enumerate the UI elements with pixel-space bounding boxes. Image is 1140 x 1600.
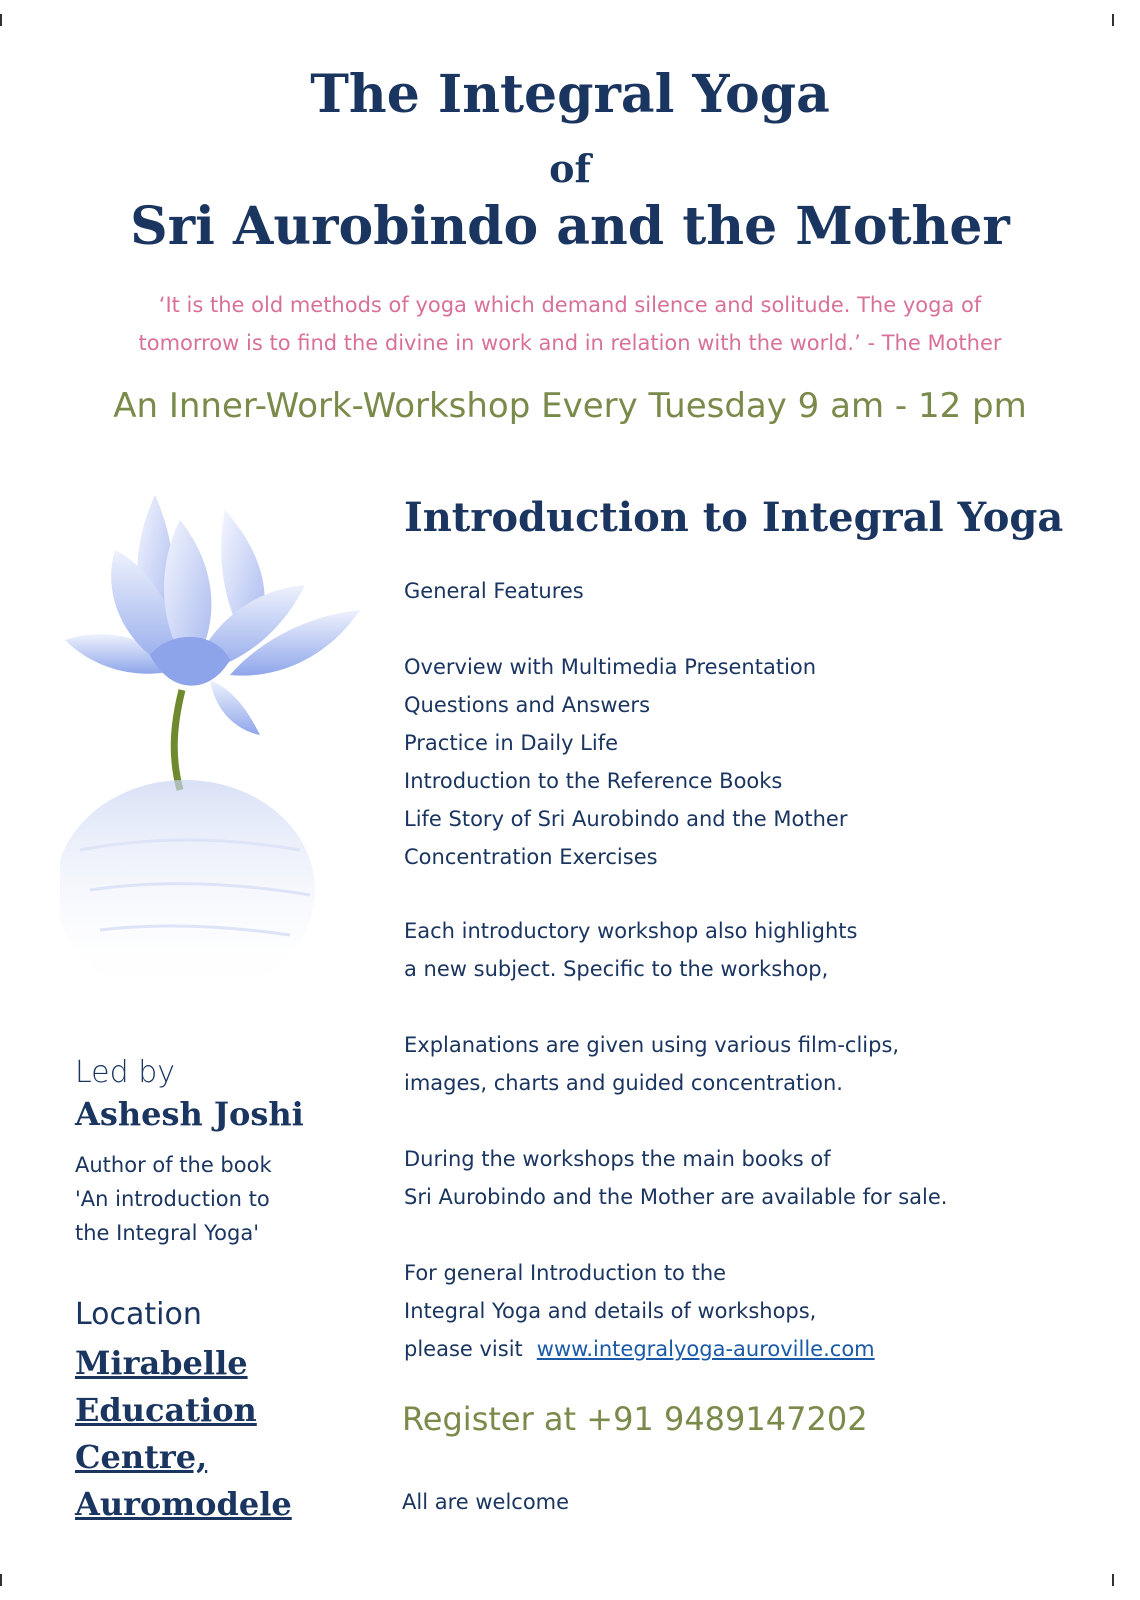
list-item: Concentration Exercises — [404, 845, 658, 869]
list-item: Overview with Multimedia Presentation — [404, 655, 817, 679]
list-item: Practice in Daily Life — [404, 731, 619, 755]
paragraph-line — [404, 1330, 875, 1368]
books-paragraph — [404, 1140, 947, 1216]
title-connector: of — [549, 146, 591, 191]
paragraph-line: Each introductory workshop also highlights — [404, 919, 858, 943]
paragraph-line: For general Introduction to the — [404, 1261, 727, 1285]
paragraph-line: a new subject. Specific to the workshop, — [404, 957, 829, 981]
paragraph-line: Explanations are given using various film-clips, — [404, 1033, 900, 1057]
led-by-label: Led by — [75, 1055, 176, 1090]
list-item: Introduction to the Reference Books — [404, 769, 783, 793]
leader-desc-line: the Integral Yoga' — [75, 1221, 259, 1245]
quote-line: tomorrow is to find the divine in work and in relation with the world.’ - The Mother — [138, 331, 1002, 355]
crop-mark — [0, 14, 2, 26]
page-subtitle: Sri Aurobindo and the Mother — [130, 196, 1010, 257]
visit-label: please visit — [404, 1337, 523, 1361]
each-workshop-paragraph — [404, 912, 857, 988]
paragraph-line: Sri Aurobindo and the Mother are available for sale. — [404, 1185, 948, 1209]
crop-mark — [1112, 14, 1114, 26]
leader-desc-line: Author of the book — [75, 1153, 272, 1177]
explanations-paragraph — [404, 1026, 899, 1102]
quote-line: ‘It is the old methods of yoga which demand silence and solitude. The yoga of — [158, 293, 982, 317]
list-item: Life Story of Sri Aurobindo and the Mother — [404, 807, 848, 831]
crop-mark — [0, 1574, 2, 1586]
location-line: Auromodele — [75, 1485, 292, 1523]
welcome-text: All are welcome — [402, 1490, 570, 1514]
paragraph-line: During the workshops the main books of — [404, 1147, 831, 1171]
intro-heading: Introduction to Integral Yoga — [404, 494, 1064, 541]
leader-name: Ashesh Joshi — [75, 1095, 304, 1133]
general-features-label: General Features — [404, 579, 584, 603]
leader-desc-line: 'An introduction to — [75, 1187, 270, 1211]
location-line: Centre, — [75, 1438, 208, 1476]
location-label: Location — [75, 1297, 202, 1332]
location-line: Education — [75, 1391, 257, 1429]
paragraph-line: Integral Yoga and details of workshops, — [404, 1299, 817, 1323]
paragraph-line: images, charts and guided concentration. — [404, 1071, 843, 1095]
location-line: Mirabelle — [75, 1344, 248, 1382]
location-name — [75, 1340, 365, 1528]
feature-list — [404, 648, 847, 876]
list-item: Questions and Answers — [404, 693, 651, 717]
website-link[interactable]: www.integralyoga-auroville.com — [536, 1337, 875, 1361]
leader-description — [75, 1148, 365, 1250]
visit-paragraph — [404, 1254, 875, 1368]
workshop-tagline: An Inner-Work-Workshop Every Tuesday 9 am - 12 pm — [113, 386, 1027, 426]
register-phone: Register at +91 9489147202 — [402, 1400, 868, 1438]
lotus-icon — [60, 490, 380, 1030]
mother-quote — [0, 286, 1140, 362]
page-title: The Integral Yoga — [310, 64, 830, 125]
crop-mark — [1112, 1574, 1114, 1586]
